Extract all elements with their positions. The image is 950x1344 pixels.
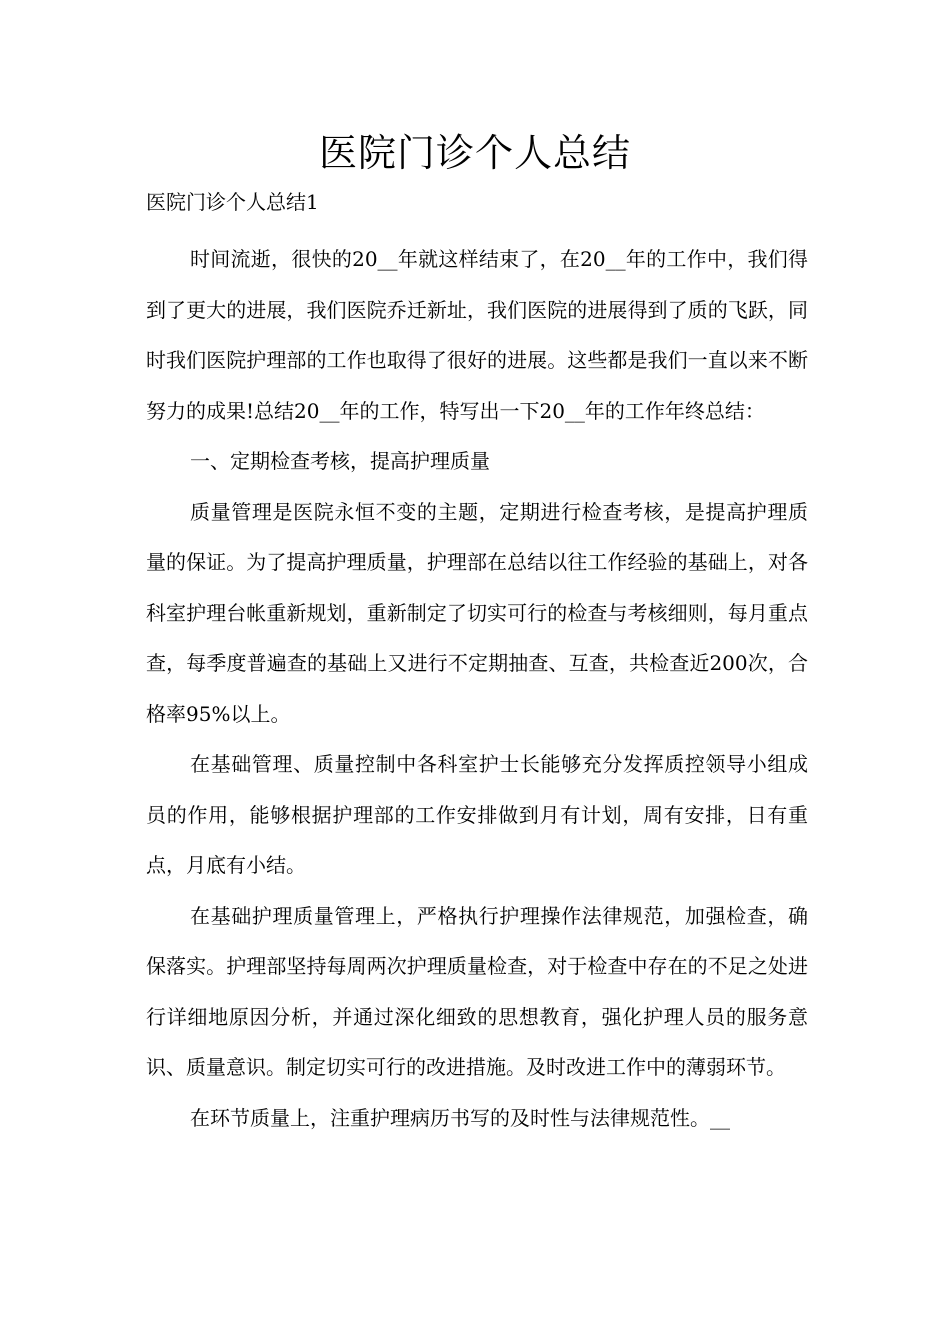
paragraph-basic-nursing: 在基础护理质量管理上，严格执行护理操作法律规范，加强检查，确保落实。护理部坚持每周两次护理质量检查，对于检查中存在的不足之处进行详细地原因分析，并通过深化细致的思想教育，强化护理人员的服务意识、质量意识。制定切实可行的改进措施。及时改进工作中的薄弱环节。 (146, 903, 808, 1079)
paragraph-quality-management: 质量管理是医院永恒不变的主题，定期进行检查考核，是提高护理质量的保证。为了提高护理质量，护理部在总结以往工作经验的基础上，对各科室护理台帐重新规划，重新制定了切实可行的检查与考核细则，每月重点查，每季度普遍查的基础上又进行不定期抽查、互查，共检查近200次，合格率95%以上。 (146, 499, 808, 726)
document-body (146, 234, 808, 1143)
section-subheading: 医院门诊个人总结1 (146, 190, 319, 214)
paragraph-link-quality: 在环节质量上，注重护理病历书写的及时性与法律规范性。__ (190, 1105, 730, 1130)
paragraph-basic-management: 在基础管理、质量控制中各科室护士长能够充分发挥质控领导小组成员的作用，能够根据护理部的工作安排做到月有计划，周有安排，日有重点，月底有小结。 (146, 752, 808, 877)
paragraph-section-heading: 一、定期检查考核，提高护理质量 (190, 449, 490, 473)
document-title: 医院门诊个人总结 (318, 131, 631, 175)
paragraph-intro: 时间流逝，很快的20__年就这样结束了，在20__年的工作中，我们得到了更大的进展，我们医院乔迁新址，我们医院的进展得到了质的飞跃，同时我们医院护理部的工作也取得了很好的进展。这些都是我们一直以来不断努力的成果!总结20__年的工作，特写出一下20__年的工作年终总结： (146, 247, 808, 423)
